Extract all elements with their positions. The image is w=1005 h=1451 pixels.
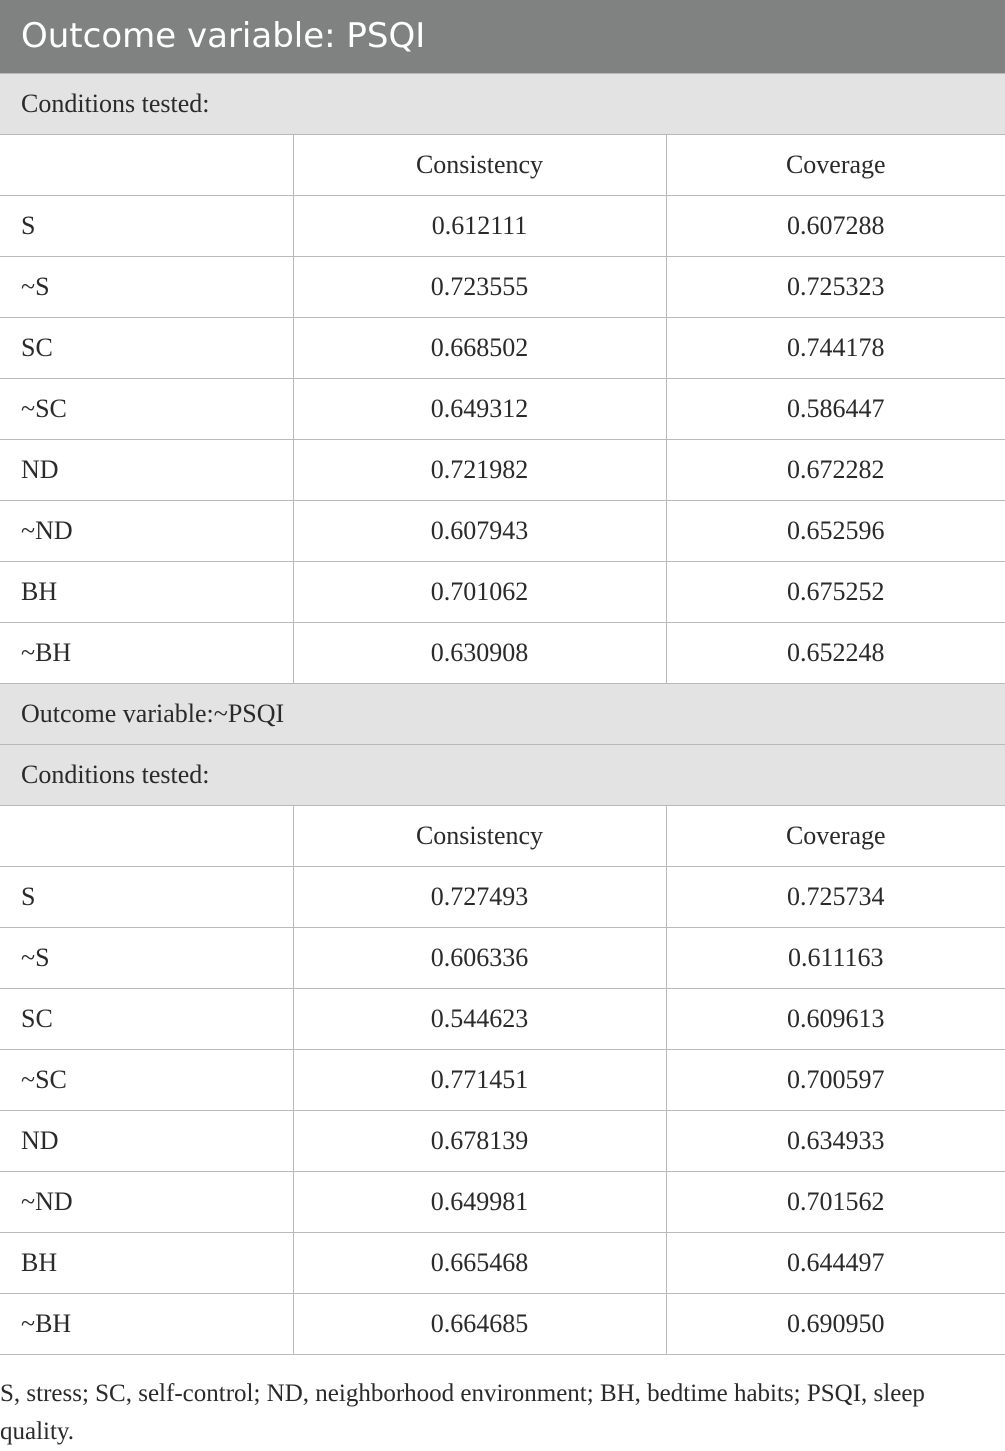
table-row bbox=[0, 1172, 1005, 1233]
condition-cell: S bbox=[0, 196, 293, 257]
coverage-cell: 0.675252 bbox=[666, 562, 1005, 623]
condition-cell: SC bbox=[0, 989, 293, 1050]
coverage-cell: 0.607288 bbox=[666, 196, 1005, 257]
table-row bbox=[0, 501, 1005, 562]
condition-cell: ~S bbox=[0, 257, 293, 318]
condition-cell: ~SC bbox=[0, 1050, 293, 1111]
table-row bbox=[0, 1233, 1005, 1294]
consistency-cell: 0.612111 bbox=[293, 196, 666, 257]
consistency-cell: 0.544623 bbox=[293, 989, 666, 1050]
consistency-cell: 0.668502 bbox=[293, 318, 666, 379]
column-header bbox=[0, 135, 293, 196]
condition-cell: BH bbox=[0, 1233, 293, 1294]
column-header: Consistency bbox=[293, 806, 666, 867]
condition-cell: ~ND bbox=[0, 501, 293, 562]
condition-cell: ND bbox=[0, 440, 293, 501]
table-row bbox=[0, 1294, 1005, 1355]
consistency-cell: 0.630908 bbox=[293, 623, 666, 684]
table-row bbox=[0, 989, 1005, 1050]
coverage-cell: 0.700597 bbox=[666, 1050, 1005, 1111]
table-row bbox=[0, 623, 1005, 684]
coverage-cell: 0.725323 bbox=[666, 257, 1005, 318]
table-row bbox=[0, 867, 1005, 928]
consistency-cell: 0.721982 bbox=[293, 440, 666, 501]
coverage-cell: 0.634933 bbox=[666, 1111, 1005, 1172]
coverage-cell: 0.701562 bbox=[666, 1172, 1005, 1233]
condition-cell: ND bbox=[0, 1111, 293, 1172]
outcome-label: Outcome variable:~PSQI bbox=[0, 684, 1005, 745]
header-row bbox=[0, 135, 1005, 196]
table-row bbox=[0, 1050, 1005, 1111]
condition-cell: ~SC bbox=[0, 379, 293, 440]
consistency-cell: 0.664685 bbox=[293, 1294, 666, 1355]
column-header bbox=[0, 806, 293, 867]
table-title: Outcome variable: PSQI bbox=[0, 0, 1005, 73]
condition-cell: ~ND bbox=[0, 1172, 293, 1233]
table-row bbox=[0, 928, 1005, 989]
table-row bbox=[0, 562, 1005, 623]
coverage-cell: 0.652248 bbox=[666, 623, 1005, 684]
consistency-cell: 0.665468 bbox=[293, 1233, 666, 1294]
table-row bbox=[0, 1111, 1005, 1172]
condition-cell: ~S bbox=[0, 928, 293, 989]
column-header: Coverage bbox=[666, 135, 1005, 196]
consistency-cell: 0.607943 bbox=[293, 501, 666, 562]
table-footnote: S, stress; SC, self-control; ND, neighborhood environment; BH, bedtime habits; PSQI, sleep quality. bbox=[0, 1380, 925, 1445]
consistency-cell: 0.678139 bbox=[293, 1111, 666, 1172]
condition-cell: SC bbox=[0, 318, 293, 379]
column-header: Consistency bbox=[293, 135, 666, 196]
table-body bbox=[0, 74, 1005, 1355]
condition-cell: ~BH bbox=[0, 1294, 293, 1355]
conditions-label: Conditions tested: bbox=[0, 745, 1005, 806]
table-row bbox=[0, 257, 1005, 318]
consistency-cell: 0.649981 bbox=[293, 1172, 666, 1233]
consistency-cell: 0.701062 bbox=[293, 562, 666, 623]
table-row bbox=[0, 196, 1005, 257]
outcome-row bbox=[0, 684, 1005, 745]
column-header: Coverage bbox=[666, 806, 1005, 867]
table-row bbox=[0, 440, 1005, 501]
consistency-cell: 0.771451 bbox=[293, 1050, 666, 1111]
consistency-cell: 0.723555 bbox=[293, 257, 666, 318]
coverage-cell: 0.672282 bbox=[666, 440, 1005, 501]
header-row bbox=[0, 806, 1005, 867]
consistency-cell: 0.606336 bbox=[293, 928, 666, 989]
coverage-cell: 0.690950 bbox=[666, 1294, 1005, 1355]
coverage-cell: 0.611163 bbox=[666, 928, 1005, 989]
consistency-cell: 0.649312 bbox=[293, 379, 666, 440]
coverage-cell: 0.725734 bbox=[666, 867, 1005, 928]
coverage-cell: 0.652596 bbox=[666, 501, 1005, 562]
condition-cell: S bbox=[0, 867, 293, 928]
conditions-row bbox=[0, 745, 1005, 806]
coverage-cell: 0.586447 bbox=[666, 379, 1005, 440]
conditions-row bbox=[0, 74, 1005, 135]
condition-cell: ~BH bbox=[0, 623, 293, 684]
table-row bbox=[0, 379, 1005, 440]
table-row bbox=[0, 318, 1005, 379]
consistency-cell: 0.727493 bbox=[293, 867, 666, 928]
results-table bbox=[0, 73, 1005, 1355]
coverage-cell: 0.744178 bbox=[666, 318, 1005, 379]
coverage-cell: 0.609613 bbox=[666, 989, 1005, 1050]
condition-cell: BH bbox=[0, 562, 293, 623]
coverage-cell: 0.644497 bbox=[666, 1233, 1005, 1294]
conditions-label: Conditions tested: bbox=[0, 74, 1005, 135]
